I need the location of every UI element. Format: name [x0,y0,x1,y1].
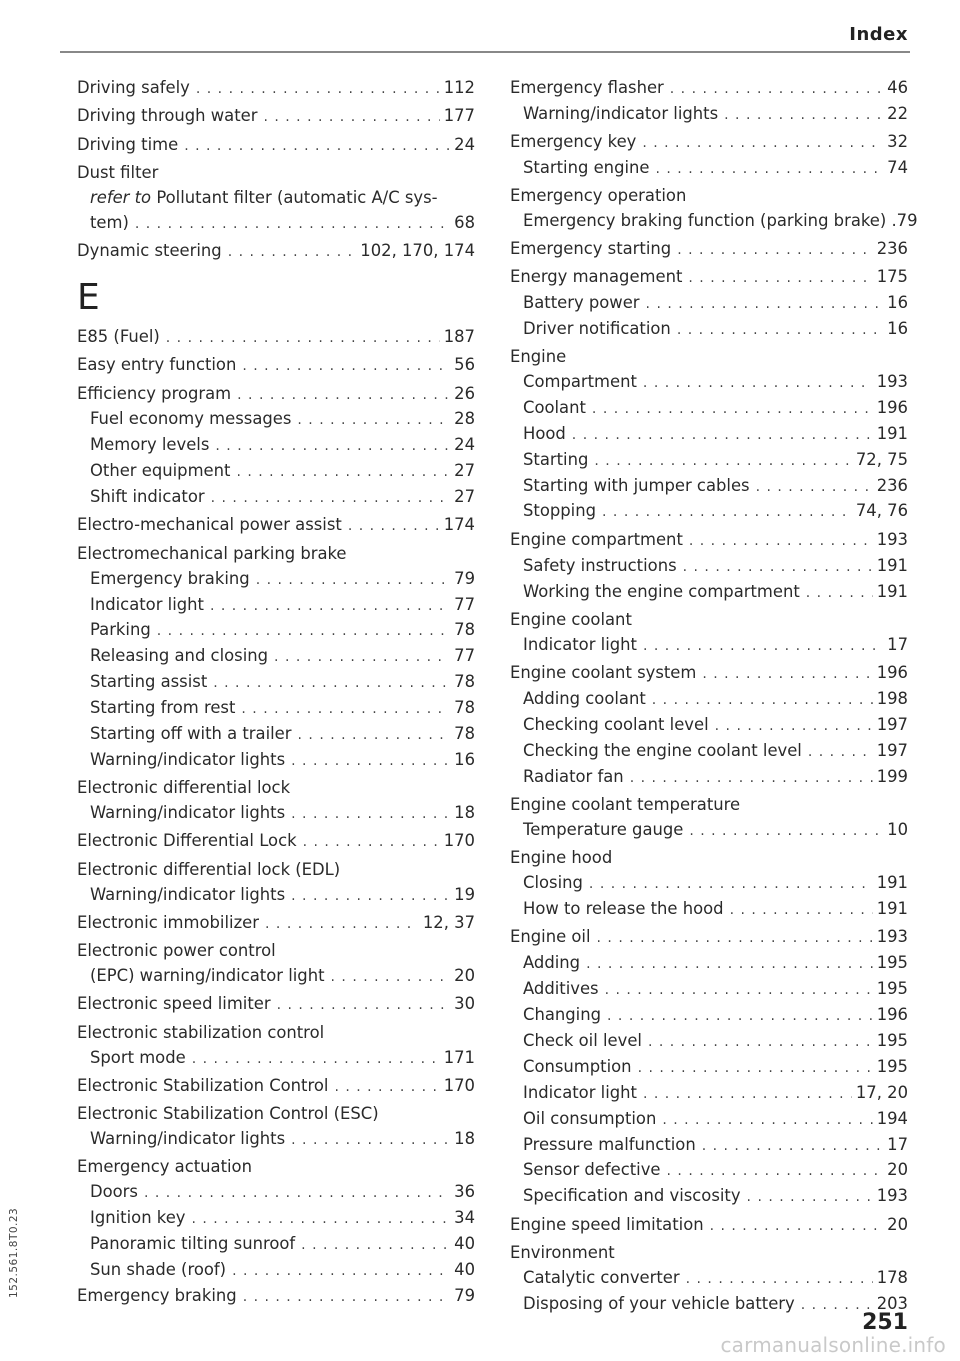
index-entry: Easy entry function . . . 56 [77,353,475,379]
index-subentry: Parking . . . 78 [77,618,475,644]
index-entry: Engine speed limitation . . . 20 [510,1213,908,1239]
index-entry: Electro-mechanical power assist . . . 174 [77,513,475,539]
index-subentry: Starting assist . . . 78 [77,670,475,696]
index-subentry: Closing . . . 191 [510,871,908,897]
index-heading: Emergency actuation [77,1157,252,1177]
index-heading: Dust filter [77,162,159,182]
index-subentry: Fuel economy messages . . . 28 [77,407,475,433]
index-heading: Electronic power control [77,941,276,961]
index-subentry: Indicator light . . . 17 [510,633,908,659]
page-number: 251 [862,1310,908,1335]
index-heading: Emergency operation [510,186,687,206]
index-subentry: Warning/indicator lights . . . 18 [77,801,475,827]
index-subentry: Stopping . . . 74, 76 [510,499,908,525]
index-entry: E85 (Fuel) . . . 187 [77,325,475,351]
section-title: Index [849,24,908,45]
index-subentry: Warning/indicator lights . . . 19 [77,883,475,909]
index-subentry: Consumption . . . 195 [510,1055,908,1081]
index-heading: Engine [510,347,567,367]
index-subentry: Doors . . . 36 [77,1180,475,1206]
index-subentry: Temperature gauge . . . 10 [510,818,908,844]
index-subentry: Sport mode . . . 171 [77,1046,475,1072]
index-subentry: Starting off with a trailer . . . 78 [77,722,475,748]
index-subentry: Emergency braking function (parking brake) .79 [523,211,918,231]
index-subentry: Starting with jumper cables . . . 236 [510,474,908,500]
index-subentry: Ignition key . . . 34 [77,1206,475,1232]
index-subentry: Working the engine compartment . . . 191 [510,580,908,606]
index-column-left [77,76,475,1310]
index-subentry: Battery power . . . 16 [510,291,908,317]
index-subentry: Disposing of your vehicle battery . . . 203 [510,1292,908,1318]
index-subentry: Checking the engine coolant level . . . 197 [510,739,908,765]
index-subentry: Starting from rest . . . 78 [77,696,475,722]
index-subentry: Pressure malfunction . . . 17 [510,1133,908,1159]
index-subentry: Warning/indicator lights . . . 16 [77,748,475,774]
index-column-right [510,76,918,1318]
index-subentry: Indicator light . . . 77 [77,593,475,619]
index-heading: Electromechanical parking brake [77,543,347,563]
index-heading: Engine hood [510,848,613,868]
index-subentry: Specification and viscosity . . . 193 [510,1184,908,1210]
index-subentry: Additives . . . 195 [510,977,908,1003]
index-entry: Efficiency program . . . 26 [77,382,475,408]
index-entry: Engine coolant system . . . 196 [510,661,908,687]
index-subentry: Releasing and closing . . . 77 [77,644,475,670]
index-subentry: Coolant . . . 196 [510,396,908,422]
index-entry: Emergency braking . . . 79 [77,1284,475,1310]
cross-reference: refer to Pollutant filter (automatic A/C sys- [90,187,438,207]
index-subentry: Catalytic converter . . . 178 [510,1266,908,1292]
index-entry: Driving time . . . 24 [77,133,475,159]
index-heading: Electronic stabilization control [77,1022,325,1042]
index-entry: Emergency key . . . 32 [510,130,908,156]
index-entry: Dynamic steering . . . 102, 170, 174 [77,239,475,265]
index-subentry: Memory levels . . . 24 [77,433,475,459]
index-subentry: (EPC) warning/indicator light . . . 20 [77,964,475,990]
index-subentry: Changing . . . 196 [510,1003,908,1029]
index-subentry: Indicator light . . . 17, 20 [510,1081,908,1107]
index-subentry: Sun shade (roof) . . . 40 [77,1258,475,1284]
section-letter: E [77,276,100,318]
index-entry: tem) . . . 68 [77,211,475,237]
index-entry: Engine oil . . . 193 [510,925,908,951]
index-entry: Engine compartment . . . 193 [510,528,908,554]
index-subentry: Sensor defective . . . 20 [510,1158,908,1184]
index-heading: Electronic Stabilization Control (ESC) [77,1104,379,1124]
index-subentry: Adding . . . 195 [510,951,908,977]
watermark: carmanualsonline.info [720,1333,946,1357]
index-subentry: Compartment . . . 193 [510,370,908,396]
index-heading: Electronic differential lock [77,778,291,798]
header-divider [60,51,910,53]
index-entry: Emergency starting . . . 236 [510,237,908,263]
index-entry: Driving safely . . . 112 [77,76,475,102]
index-subentry: Warning/indicator lights . . . 18 [77,1127,475,1153]
index-subentry: Oil consumption . . . 194 [510,1107,908,1133]
index-entry: Driving through water . . . 177 [77,104,475,130]
index-subentry: Starting engine . . . 74 [510,156,908,182]
index-heading: Engine coolant temperature [510,794,741,814]
index-heading: Environment [510,1242,615,1262]
index-entry: Electronic Differential Lock . . . 170 [77,829,475,855]
index-heading: Electronic differential lock (EDL) [77,859,341,879]
document-code: 152.561.8T0.23 [8,1207,20,1298]
index-subentry: Starting . . . 72, 75 [510,448,908,474]
index-heading: Engine coolant [510,609,632,629]
index-entry: Energy management . . . 175 [510,265,908,291]
index-subentry: Check oil level . . . 195 [510,1029,908,1055]
index-subentry: How to release the hood . . . 191 [510,897,908,923]
index-subentry: Safety instructions . . . 191 [510,554,908,580]
index-subentry: Checking coolant level . . . 197 [510,713,908,739]
index-subentry: Panoramic tilting sunroof . . . 40 [77,1232,475,1258]
index-subentry: Hood . . . 191 [510,422,908,448]
index-subentry: Shift indicator . . . 27 [77,485,475,511]
index-subentry: Warning/indicator lights . . . 22 [510,102,908,128]
index-entry: Electronic immobilizer . . . 12, 37 [77,911,475,937]
index-subentry: Driver notification . . . 16 [510,317,908,343]
index-entry: Emergency flasher . . . 46 [510,76,908,102]
index-subentry: Other equipment . . . 27 [77,459,475,485]
index-entry: Electronic speed limiter . . . 30 [77,992,475,1018]
index-subentry: Radiator fan . . . 199 [510,765,908,791]
index-subentry: Emergency braking . . . 79 [77,567,475,593]
index-entry: Electronic Stabilization Control . . . 170 [77,1074,475,1100]
index-subentry: Adding coolant . . . 198 [510,687,908,713]
